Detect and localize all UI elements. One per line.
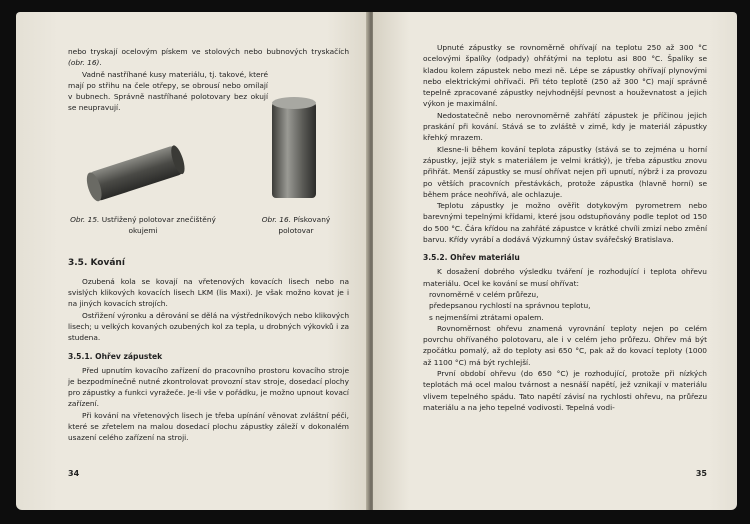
fig15-billet-image xyxy=(82,138,192,208)
left-para-4: Ostřižení výronku a děrování se dělá na výstředníkových nebo klikových lisech; u velkých kovaných ozubených kol za tepla, u drobných výkovků i za studena. xyxy=(68,310,350,343)
right-page xyxy=(373,12,737,510)
left-para-5: Před upnutím kovacího zařízení do pracovního prostoru kovacího stroje je bezpodmínečně nutné zkontrolovat provozní stav stroje, dosedací plochy pro zápustky a funkci vyražeče. Je-li vše v pořádku, je možno upnout kovací zařízení. xyxy=(68,365,349,409)
right-para-4: Teplotu zápustky je možno ověřit dotykovým pyrometrem nebo barevnými tepelnými křídami, které jsou odstupňovány podle teplot od 150 do 500 °C. Čára křídou na zahřáté zápustce v krátké chvíli zmizí nebo změní barvu. Křídy vyrábí a dodává Výzkumný ústav svářečský Bratislava. xyxy=(423,201,707,245)
list-item: rovnoměrně v celém průřezu, xyxy=(429,289,539,299)
fig15-caption-text: Ustřižený polotovar znečištěný okujemi xyxy=(101,214,216,235)
fig16-caption-text: Pískovaný polotovar xyxy=(278,214,331,235)
left-para-1: nebo tryskají ocelovým pískem ve stolových nebo bubnových tryskačích (obr. 16). xyxy=(68,47,349,68)
figures-area xyxy=(68,118,349,238)
fig15-caption xyxy=(68,214,218,236)
right-para-5: K dosažení dobrého výsledku tváření je rozhodující i teplota ohřevu materiálu. Ocel ke kování se musí ohřívat: xyxy=(423,267,707,288)
left-page xyxy=(16,12,369,510)
left-para-2: Vadně nastříhané kusy materiálu, tj. takové, které mají po střihu na čele otřepy, se obrousí nebo omílají v bubnech. Správně nastříhané polotovary bez okují se neupravují. xyxy=(68,69,268,113)
list-item: předepsanou rychlostí na správnou teplotu, xyxy=(429,301,591,311)
right-page-number: 35 xyxy=(695,469,707,478)
left-subsection-title: 3.5.1. Ohřev zápustek xyxy=(68,351,163,361)
fig15-caption-label: Obr. 15. xyxy=(70,214,100,224)
fig16-caption-label: Obr. 16. xyxy=(261,214,292,224)
heating-requirements-list xyxy=(423,289,707,323)
list-item: s nejmenšími ztrátami opalem. xyxy=(429,312,544,322)
fig16-ref: (obr. 16). xyxy=(68,58,102,68)
right-para-6: Rovnoměrnost ohřevu znamená vyrovnání teploty nejen po celém povrchu ohřívaného polotovaru, ale i v celém jeho průřezu. Ohřev má být zpočátku pomalý, až do teploty asi 650 °C, pak až do kovací teploty (1000 až 1100 °C) má být rychlejší. xyxy=(423,323,707,367)
left-page-number: 34 xyxy=(68,469,80,478)
right-para-1: Upnuté zápustky se rovnoměrně ohřívají na teplotu 250 až 300 °C ocelovými špalíky (odpady) ohřátými na teplotu asi 800 °C. Špalíky se kladou kolem zápustek nebo mezi ně. Lépe se zápustky ohřívají plynovými nebo elektrickými ohřívači. Při této teplotě (250 až 300 °C) mají správně tepelně zpracované zápustky nejvhodnější pevnost a houževnatost a jejich výkon je maximální. xyxy=(423,43,707,109)
fig16-billet-image xyxy=(264,94,324,204)
fig16-caption xyxy=(246,214,346,236)
section-title: 3.5. Kování xyxy=(68,257,125,268)
right-subsection-title: 3.5.2. Ohřev materiálu xyxy=(423,253,520,263)
left-para-3: Ozubená kola se kovají na vřetenových kovacích lisech nebo na svislých klikových kovacích lisech LKM (lis Maxi). Je však možno kovat je i na jiných kovacích strojích. xyxy=(68,276,349,309)
left-para-6: Při kování na vřetenových lisech je třeba upínání věnovat zvláštní péči, které se zřetelem na malou dosedací plochu zápustky záleží v dokonalém usazení celého zařízení na stroji. xyxy=(68,410,349,443)
right-para-7: První období ohřevu (do 650 °C) je rozhodující, protože při nízkých teplotách má ocel malou tvárnost a nesnáší napětí, jež vznikají v materiálu vlivem tepelného spádu. Tato napětí závisí na rychlosti ohřevu, na průřezu materiálu a na jeho tepelné vodivosti. Tepelná vodi- xyxy=(423,369,707,412)
right-para-3: Klesne-li během kování teplota zápustky (stává se to zejména u horní zápustky, jejíž styk s materiálem je velmi krátký), je třeba zápustku znovu přihřát. Menší zápustky se musí ohřívat nejen při upnutí, nýbrž i za provozu po větších pracovních přestávkách, protože zápustka (hlavně horní) se během práce neohřívá, ale ochlazuje. xyxy=(423,144,707,199)
right-para-2: Nedostatečně nebo nerovnoměrně zahřátí zápustek je příčinou jejich praskání při kování. Stává se to zvláště v zimě, kdy je materiál zápustky křehký mrazem. xyxy=(423,110,707,143)
